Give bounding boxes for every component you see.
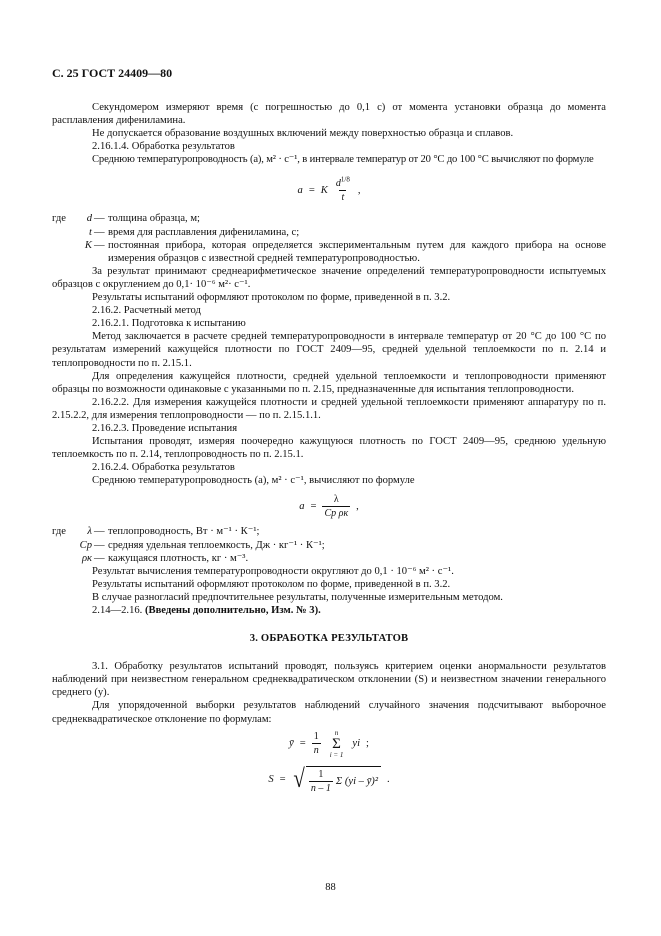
amendment-note: 2.14—2.16. (Введены дополнительно, Изм. № 3).	[92, 605, 321, 616]
formula-tail: ;	[366, 738, 369, 750]
formula-lhs: a	[297, 184, 303, 196]
formula-mean	[52, 726, 606, 762]
formula-equals: =	[310, 500, 317, 512]
formula-lhs: a	[299, 500, 305, 512]
sum-symbol: n Σ i = 1	[329, 728, 344, 759]
fraction-numerator: λ	[333, 493, 339, 505]
paragraph: Для упорядоченной выборки результатов наблюдений случайного значения подсчитывают выборочное среднеквадратическое отклонение по формулам:	[52, 700, 606, 725]
paragraph: Результаты испытаний оформляют протоколом по форме, приведенной в п. 3.2.	[92, 578, 451, 590]
fraction-denominator: n	[313, 745, 319, 757]
formula-lhs: ȳ	[289, 738, 294, 750]
paragraph: 2.16.2.2. Для измерения кажущейся плотности и средней удельной теплоемкости применяют аппаратуру по п. 2.15.2.2, для измерения теплопроводности — по п. 2.15.1.1.	[52, 396, 606, 421]
paragraph: Среднюю температуропроводность (а), м² · с⁻¹, вычисляют по формуле	[92, 475, 415, 487]
formula-diffusivity-calculated	[52, 487, 606, 525]
paragraph: Результат вычисления температуропроводности округляют до 0,1 · 10⁻⁶ м² · с⁻¹.	[92, 565, 454, 577]
paragraph: Испытания проводят, измеряя поочередно кажущуюся плотность по ГОСТ 2409—95, среднюю удельную теплоемкость по п. 2.14, теплопроводность по п. 2.15.1.	[52, 436, 606, 461]
paragraph: Для определения кажущейся плотности, средней удельной теплоемкости и теплопроводности применяют образцы по возможности одинаковые с указанными по п. 2.15, предназначенные для испытания теплопроводности.	[52, 370, 606, 395]
fraction-numerator: 1	[313, 731, 319, 743]
paragraph: Метод заключается в расчете средней температуропроводности в интервале температур от 20 °С до 100 °С по результатам измерений кажущейся плотности по ГОСТ 2409—95, средней удельной теплоемкости по п. 2.14 и теплопроводности по п. 2.15.1.	[52, 331, 606, 369]
definition-row: где λ — теплопроводность, Вт · м⁻¹ · К⁻¹;	[52, 526, 260, 538]
formula-diffusivity-measured	[52, 168, 606, 212]
subsection-heading: 2.16.2.3. Проведение испытания	[92, 422, 238, 434]
subsection-heading: 2.16.2. Расчетный метод	[92, 305, 201, 317]
definition-row: K — постоянная прибора, которая определяется экспериментальным путем для каждого прибора на основе измерения образцов с известной средней температуропроводностью.	[84, 239, 606, 264]
definitions-list-2	[52, 525, 606, 564]
radical-sign: √	[293, 763, 305, 793]
formula-fraction	[312, 731, 321, 756]
fraction-denominator: n – 1	[310, 782, 331, 794]
formula-coef: K	[320, 184, 328, 196]
paragraph: В случае разногласий предпочтительнее результаты, полученные измерительным методом.	[92, 591, 503, 603]
formula-tail: ,	[356, 500, 359, 512]
formula-fraction	[334, 175, 352, 203]
square-root	[292, 763, 381, 794]
definition-row: ρк — кажущаяся плотность, кг · м⁻³.	[81, 552, 249, 564]
formula-tail: ,	[357, 184, 361, 196]
paragraph: Среднюю температуропроводность (а), м² · с⁻¹, в интервале температур от 20 °С до 100 °С вычисляют по формуле	[92, 154, 594, 166]
formula-tail: .	[387, 774, 390, 786]
subsection-heading: 2.16.2.4. Обработка результатов	[92, 462, 235, 474]
definitions-list-1	[52, 212, 606, 264]
paragraph: Не допускается образование воздушных включений между поверхностью образца и сплавов.	[92, 128, 514, 140]
formula-fraction	[309, 769, 333, 794]
fraction-numerator: $d^{1/8}$	[335, 175, 350, 189]
paragraph: 3.1. Обработку результатов испытаний проводят, пользуясь критерием оценки анормальности результатов наблюдений при неизвестном генеральном среднеквадратическом отклонении (S) и неизвестном значении генерального среднего (y).	[52, 661, 606, 699]
formula-std-deviation	[52, 762, 606, 798]
formula-equals: =	[279, 774, 286, 786]
section-title: 3. ОБРАБОТКА РЕЗУЛЬТАТОВ	[249, 633, 409, 645]
subsection-heading: 2.16.2.1. Подготовка к испытанию	[92, 318, 246, 330]
numerator-exponent: 1/8	[340, 175, 350, 184]
formula-equals: =	[308, 184, 315, 196]
definition-row: Cр — средняя удельная теплоемкость, Дж · кг⁻¹ · К⁻¹;	[79, 539, 325, 551]
fraction-denominator: t	[341, 191, 345, 203]
page-number: 88	[325, 882, 336, 893]
document-page	[52, 66, 606, 798]
fraction-denominator: Cр ρк	[324, 507, 349, 519]
page-header: С. 25 ГОСТ 24409—80	[52, 66, 173, 80]
fraction-numerator: 1	[318, 768, 324, 780]
formula-lhs: S	[268, 774, 274, 786]
paragraph: Секундомером измеряют время (с погрешностью до 0,1 с) от момента установки образца до момента расплавления дифениламина.	[52, 102, 606, 127]
definition-row: t — время для расплавления дифениламина, с;	[89, 226, 300, 238]
definition-row: где d — толщина образца, м;	[52, 213, 200, 225]
subsection-heading: 2.16.1.4. Обработка результатов	[92, 141, 235, 153]
formula-term: yi	[352, 738, 361, 750]
paragraph: За результат принимают среднеарифметическое значение определений температуропроводности испытуемых образцов с округлением до 0,1· 10⁻⁶ м²· с⁻¹.	[52, 265, 606, 290]
amendment-bold: (Введены дополнительно, Изм. № 3).	[144, 605, 321, 616]
paragraph: Результаты испытаний оформляют протоколом по форме, приведенной в п. 3.2.	[92, 292, 451, 304]
formula-equals: =	[299, 738, 306, 750]
formula-fraction	[322, 494, 350, 519]
formula-term: Σ (yi – ȳ)²	[335, 775, 379, 787]
